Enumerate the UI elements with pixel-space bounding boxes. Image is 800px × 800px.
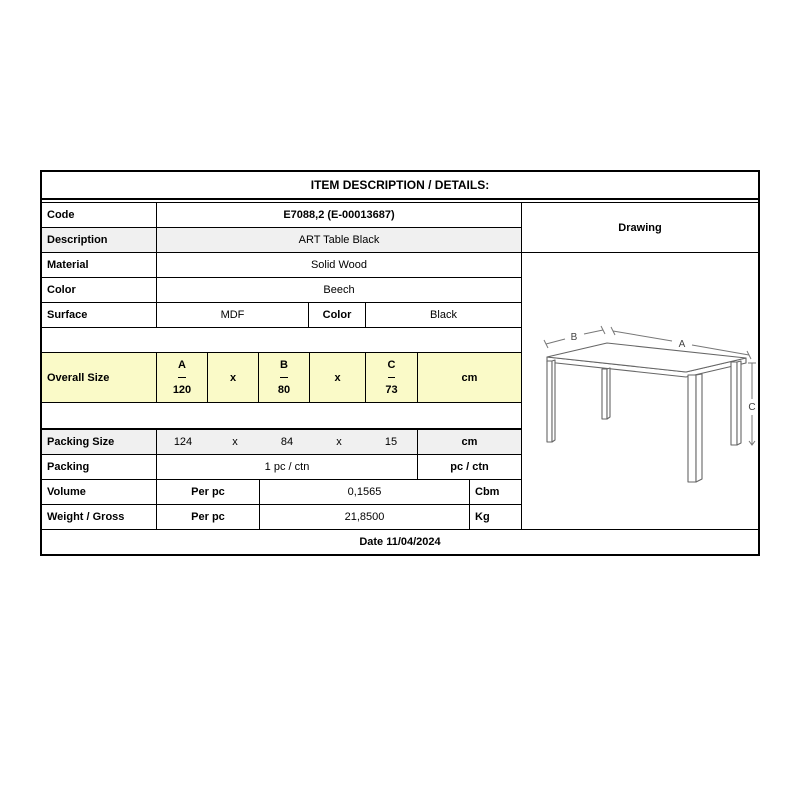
drawing-area: [522, 253, 758, 529]
packing-size-v2: 84: [280, 436, 294, 448]
weight-gross-label: Weight / Gross: [42, 505, 157, 529]
code-label: Code: [42, 203, 157, 227]
row-surface: [42, 303, 521, 328]
spacer-cell: [42, 328, 521, 352]
packing-size-label: Packing Size: [42, 430, 157, 454]
surface-color-label: Color: [309, 303, 366, 327]
leg-back-left: [547, 361, 552, 442]
packing-label: Packing: [42, 455, 157, 479]
packing-size-values: [157, 430, 418, 454]
row-description: [42, 228, 521, 253]
packing-size-v3: 15: [384, 436, 398, 448]
material-value: Solid Wood: [310, 259, 368, 271]
row-color: [42, 278, 521, 303]
leg-far: [602, 369, 607, 419]
leg-front-side: [696, 374, 702, 482]
packing-unit: pc / ctn: [450, 461, 489, 473]
spacer-cell: [42, 403, 521, 428]
overall-size-unit: cm: [461, 371, 478, 384]
description-value: ART Table Black: [298, 234, 380, 246]
row-code: [42, 203, 521, 228]
leg-back-left-side: [552, 360, 555, 442]
sheet-title-row: [42, 172, 758, 200]
sheet-body: [42, 203, 758, 529]
packing-size-v1: 124: [173, 436, 193, 448]
code-value: E7088,2 (E-00013687): [283, 209, 395, 221]
dim-c-label: C: [748, 402, 756, 413]
dim-b-line: [546, 339, 565, 344]
drawing-title: Drawing: [522, 203, 758, 253]
row-packing-size: [42, 430, 521, 455]
leg-right-side: [737, 361, 741, 445]
overall-dim-c: [366, 353, 418, 402]
weight-gross-basis: Per pc: [157, 505, 260, 529]
volume-label: Volume: [42, 480, 157, 504]
description-label: Description: [42, 228, 157, 252]
row-overall-size: [42, 353, 521, 403]
row-packing: [42, 455, 521, 480]
overall-dim-c-value: 73: [385, 384, 398, 396]
drawing-column: [521, 203, 758, 529]
color-value: Beech: [323, 284, 355, 296]
packing-size-sep2: x: [336, 436, 342, 448]
overall-dim-b-value: 80: [277, 384, 291, 396]
table-sketch: [522, 253, 758, 529]
date-row: Date 11/04/2024: [42, 529, 758, 554]
weight-gross-unit: Kg: [475, 511, 490, 523]
overall-dim-a-name: A: [178, 353, 186, 378]
spec-sheet: [40, 170, 760, 556]
packing-value: 1 pc / ctn: [157, 455, 418, 479]
volume-unit: Cbm: [475, 486, 500, 498]
overall-size-label: Overall Size: [42, 353, 157, 402]
volume-value: 0,1565: [260, 480, 470, 504]
dim-a-line: [613, 331, 672, 341]
row-weight-gross: [42, 505, 521, 529]
dim-b-label: B: [570, 332, 578, 343]
row-spacer-1: [42, 328, 521, 353]
sheet-title: ITEM DESCRIPTION / DETAILS:: [310, 178, 490, 192]
weight-gross-value: 21,8500: [260, 505, 470, 529]
spec-rows: [42, 203, 521, 529]
overall-dim-c-name: C: [388, 353, 396, 378]
dim-b-line: [584, 330, 603, 334]
volume-basis: Per pc: [157, 480, 260, 504]
dim-a-label: A: [678, 339, 686, 350]
leg-right: [731, 362, 737, 445]
overall-dim-b-name: B: [280, 353, 288, 378]
leg-far-side: [607, 368, 610, 419]
overall-sep-2: x: [310, 353, 366, 402]
surface-color-value: Black: [430, 309, 457, 321]
overall-dim-a-value: 120: [172, 384, 192, 396]
packing-size-sep1: x: [232, 436, 238, 448]
color-label: Color: [42, 278, 157, 302]
row-material: [42, 253, 521, 278]
leg-front: [688, 375, 696, 482]
packing-size-unit: cm: [461, 436, 478, 448]
row-volume: [42, 480, 521, 505]
surface-value: MDF: [157, 303, 309, 327]
surface-label: Surface: [42, 303, 157, 327]
row-spacer-2: [42, 403, 521, 430]
overall-dim-b: [259, 353, 310, 402]
material-label: Material: [42, 253, 157, 277]
overall-dim-a: [157, 353, 208, 402]
overall-sep-1: x: [208, 353, 259, 402]
